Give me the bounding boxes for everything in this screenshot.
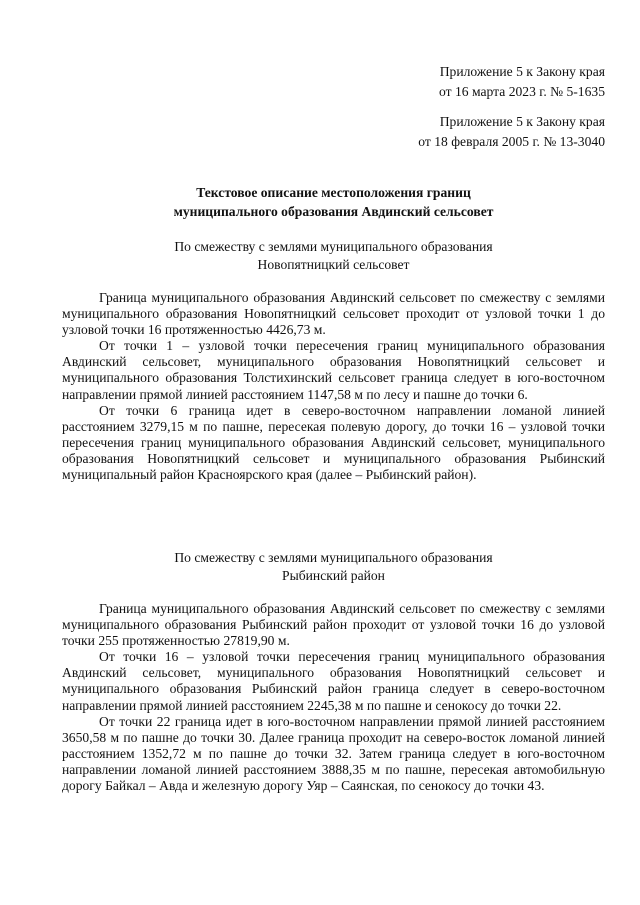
annex-original bbox=[418, 112, 605, 152]
section2-paragraph: Граница муниципального образования Авдинский сельсовет по смежеству с землями муниципального образования Рыбинский район проходит от узловой точки 16 до узловой точки 255 протяженностью 27819,90 м. bbox=[62, 601, 605, 649]
annex-original-line2: от 18 февраля 2005 г. № 13-3040 bbox=[418, 134, 605, 149]
section2-paragraph: От точки 16 – узловой точки пересечения границ муниципального образования Авдинский сельсовет, муниципального образования Новопятницкий сельсовет и муниципального образования Рыбинский район граница следует в северо-восточном направлении прямой линией расстоянием 2245,38 м по пашне и сенокосу до точки 22. bbox=[62, 649, 605, 713]
section1-heading bbox=[62, 238, 605, 274]
document-title bbox=[62, 183, 605, 221]
section2-heading-line2: Рыбинский район bbox=[282, 568, 385, 583]
title-line1: Текстовое описание местоположения границ bbox=[196, 185, 471, 200]
section1-heading-line1: По смежеству с землями муниципального образования bbox=[174, 239, 493, 254]
annex-current bbox=[439, 62, 605, 102]
section1-paragraph: От точки 6 граница идет в северо-восточном направлении ломаной линией расстоянием 3279,15 м по пашне, пересекая полевую дорогу, до точки 16 – узловой точки пересечения границ муниципального образования Авдинский сельсовет, муниципального образования Новопятницкий сельсовет и муниципального образования Рыбинский муниципальный район Красноярского края (далее – Рыбинский район). bbox=[62, 402, 605, 483]
section1-paragraph: Граница муниципального образования Авдинский сельсовет по смежеству с землями муниципального образования Новопятницкий сельсовет проходит от узловой точки 1 до узловой точки 16 протяженностью 4426,73 м. bbox=[62, 290, 605, 338]
section2-body bbox=[62, 601, 605, 794]
annex-current-line1: Приложение 5 к Закону края bbox=[439, 64, 605, 79]
section1-heading-line2: Новопятницкий сельсовет bbox=[257, 257, 410, 272]
annex-current-line2: от 16 марта 2023 г. № 5-1635 bbox=[439, 84, 605, 99]
title-line2: муниципального образования Авдинский сельсовет bbox=[173, 204, 494, 219]
section1-paragraph: От точки 1 – узловой точки пересечения границ муниципального образования Авдинский сельсовет, муниципального образования Новопятницкий сельсовет и муниципального образования Толстихинский сельсовет граница следует в юго-восточном направлении прямой линией расстоянием 1147,58 м по лесу и пашне до точки 6. bbox=[62, 338, 605, 402]
annex-original-line1: Приложение 5 к Закону края bbox=[439, 114, 605, 129]
section2-heading-line1: По смежеству с землями муниципального образования bbox=[174, 550, 493, 565]
section2-heading bbox=[62, 549, 605, 585]
section1-body bbox=[62, 290, 605, 483]
section2-paragraph: От точки 22 граница идет в юго-восточном направлении прямой линией расстоянием 3650,58 м по пашне до точки 30. Далее граница проходит на северо-восток ломаной линией расстоянием 1352,72 м по пашне до точки 32. Затем граница следует в юго-восточном направлении ломаной линией расстоянием 3888,35 м по пашне, пересекая автомобильную дорогу Байкал – Авда и железную дорогу Уяр – Саянская, по сенокосу до точки 43. bbox=[62, 713, 605, 794]
